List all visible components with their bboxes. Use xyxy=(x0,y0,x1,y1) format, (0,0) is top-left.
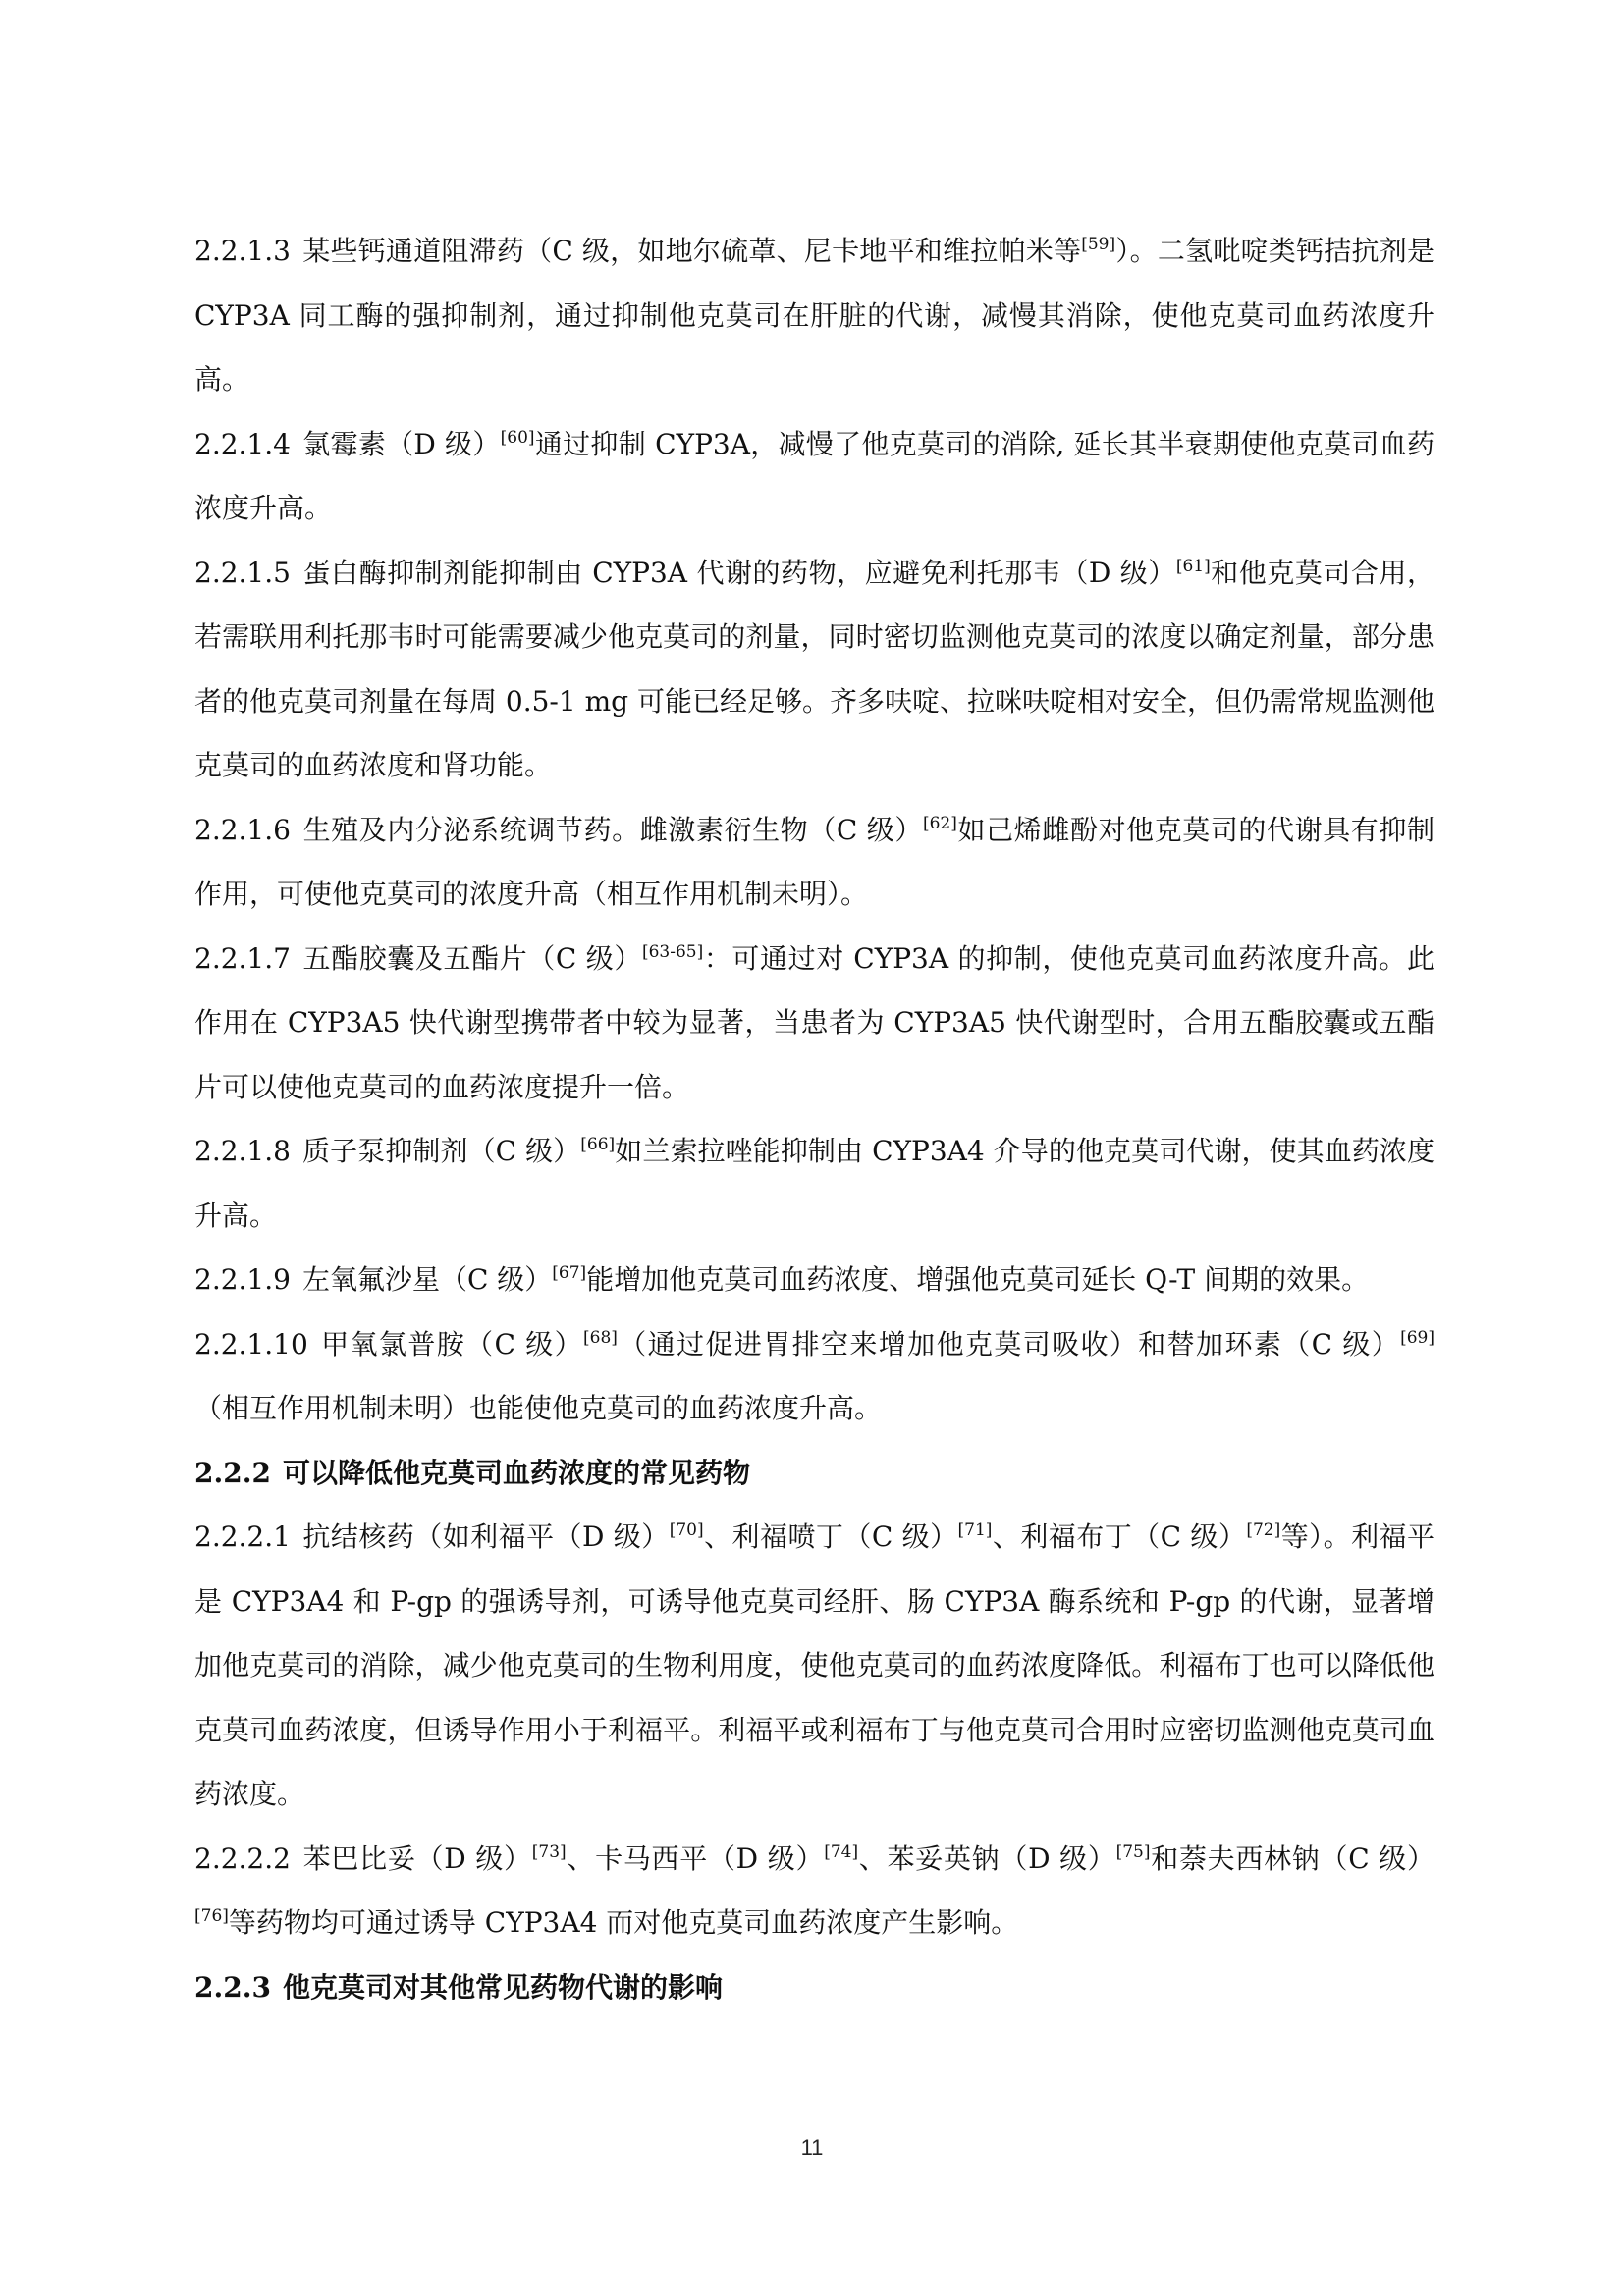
paragraph-text: （相互作用机制未明）也能使他克莫司的血药浓度升高。 xyxy=(194,1392,883,1424)
paragraph-text: 苯巴比妥（D 级） xyxy=(301,1842,532,1875)
citation-ref: [59] xyxy=(1081,235,1116,254)
paragraph xyxy=(194,1248,1435,1312)
section-number: 2.2.1.7 xyxy=(194,941,291,975)
section-number: 2.2.1.9 xyxy=(194,1263,291,1296)
paragraph-text: 、苯妥英钠（D 级） xyxy=(858,1842,1116,1875)
paragraph xyxy=(194,412,1435,541)
section-number: 2.2.1.6 xyxy=(194,813,291,846)
paragraph xyxy=(194,219,1435,412)
paragraph-text: 能增加他克莫司血药浓度、增强他克莫司延长 Q-T 间期的效果。 xyxy=(586,1263,1370,1296)
paragraph-text: 和他克莫司合用，若需联用利托那韦时可能需要减少他克莫司的剂量，同时密切监测他克莫司的浓度以确定剂量，部分患者的他克莫司剂量在每周 0.5-1 mg 可能已经足够。齐多呋啶、拉咪呋啶相对安全，但仍需常规监测他克莫司的血药浓度和肾功能。 xyxy=(194,556,1435,781)
paragraph-text: 如兰索拉唑能抑制由 CYP3A4 介导的他克莫司代谢，使其血药浓度升高。 xyxy=(194,1135,1435,1232)
section-number: 2.2.1.5 xyxy=(194,556,291,589)
citation-ref: [60] xyxy=(500,427,535,448)
citation-ref: [61] xyxy=(1175,556,1211,576)
paragraph-text: 某些钙通道阻滞药（C 级，如地尔硫䓬、尼卡地平和维拉帕米等 xyxy=(301,235,1082,267)
citation-ref: [62] xyxy=(922,813,957,833)
paragraph xyxy=(194,1119,1435,1248)
heading-text: 可以降低他克莫司血药浓度的常见药物 xyxy=(282,1456,750,1489)
section-number: 2.2.2 xyxy=(194,1456,271,1489)
paragraph xyxy=(194,541,1435,798)
citation-ref: [75] xyxy=(1115,1842,1151,1862)
citation-ref: [72] xyxy=(1246,1521,1281,1540)
paragraph xyxy=(194,1505,1435,1827)
paragraph-text: ）。二氢吡啶类钙拮抗剂是 CYP3A 同工酶的强抑制剂，通过抑制他克莫司在肝脏的代谢，减慢其消除，使他克莫司血药浓度升高。 xyxy=(194,235,1435,396)
paragraph-text: 通过抑制 CYP3A，减慢了他克莫司的消除, 延长其半衰期使他克莫司血药浓度升高。 xyxy=(194,427,1435,524)
citation-ref: [66] xyxy=(580,1135,616,1154)
paragraph-text: ：可通过对 CYP3A 的抑制，使他克莫司血药浓度升高。此作用在 CYP3A5 快代谢型携带者中较为显著，当患者为 CYP3A5 快代谢型时，合用五酯胶囊或五酯片可以使他克莫司的血药浓度提升一倍。 xyxy=(194,941,1435,1103)
paragraph-text: 五酯胶囊及五酯片（C 级） xyxy=(301,941,642,975)
paragraph-text: 氯霉素（D 级） xyxy=(301,427,501,460)
paragraph-text: 、卡马西平（D 级） xyxy=(566,1842,825,1875)
section-heading xyxy=(194,1955,1435,2020)
section-number: 2.2.1.10 xyxy=(194,1327,308,1361)
paragraph-text: 等药物均可通过诱导 CYP3A4 而对他克莫司血药浓度产生影响。 xyxy=(228,1906,1019,1939)
section-number: 2.2.2.1 xyxy=(194,1521,291,1553)
paragraph xyxy=(194,1312,1435,1441)
paragraph xyxy=(194,1827,1435,1955)
citation-ref: [73] xyxy=(531,1842,567,1862)
citation-ref: [76] xyxy=(194,1906,229,1926)
citation-ref: [74] xyxy=(824,1842,859,1862)
page-number: 11 xyxy=(800,2135,824,2160)
paragraph-text: 生殖及内分泌系统调节药。雌激素衍生物（C 级） xyxy=(301,813,923,846)
paragraph-text: （通过促进胃排空来增加他克莫司吸收）和替加环素（C 级） xyxy=(617,1327,1401,1361)
paragraph xyxy=(194,927,1435,1120)
paragraph-text: 抗结核药（如利福平（D 级） xyxy=(301,1521,670,1553)
heading-text: 他克莫司对其他常见药物代谢的影响 xyxy=(282,1970,723,2003)
section-number: 2.2.1.4 xyxy=(194,427,291,460)
paragraph-text: 、利福布丁（C 级） xyxy=(992,1521,1247,1553)
section-number: 2.2.2.2 xyxy=(194,1842,291,1875)
citation-ref: [68] xyxy=(583,1327,618,1348)
paragraph-text: 质子泵抑制剂（C 级） xyxy=(301,1135,581,1167)
paragraph-text: 蛋白酶抑制剂能抑制由 CYP3A 代谢的药物，应避免利托那韦（D 级） xyxy=(301,556,1176,589)
citation-ref: [70] xyxy=(669,1521,704,1540)
citation-ref: [69] xyxy=(1400,1327,1435,1348)
section-number: 2.2.1.8 xyxy=(194,1135,291,1167)
section-number: 2.2.3 xyxy=(194,1970,271,2003)
paragraph-text: 左氧氟沙星（C 级） xyxy=(301,1263,553,1296)
citation-ref: [67] xyxy=(552,1263,587,1283)
paragraph-text: 和萘夫西林钠（C 级） xyxy=(1150,1842,1435,1875)
paragraph xyxy=(194,798,1435,927)
citation-ref: [71] xyxy=(957,1521,993,1540)
paragraph-text: 如己烯雌酚对他克莫司的代谢具有抑制作用，可使他克莫司的浓度升高（相互作用机制未明）。 xyxy=(194,813,1435,910)
document-body xyxy=(194,219,1435,2019)
paragraph-text: 甲氧氯普胺（C 级） xyxy=(319,1327,583,1361)
section-heading xyxy=(194,1441,1435,1506)
paragraph-text: 、利福喷丁（C 级） xyxy=(703,1521,958,1553)
paragraph-text: 等）。利福平是 CYP3A4 和 P-gp 的强诱导剂，可诱导他克莫司经肝、肠 CYP3A 酶系统和 P-gp 的代谢，显著增加他克莫司的消除，减少他克莫司的生物利用度，使他克莫司的血药浓度降低。利福布丁也可以降低他克莫司血药浓度，但诱导作用小于利福平。利福平或利福布丁与他克莫司合用时应密切监测他克莫司血药浓度。 xyxy=(194,1521,1435,1810)
section-number: 2.2.1.3 xyxy=(194,235,291,267)
citation-ref: [63-65] xyxy=(641,941,704,962)
